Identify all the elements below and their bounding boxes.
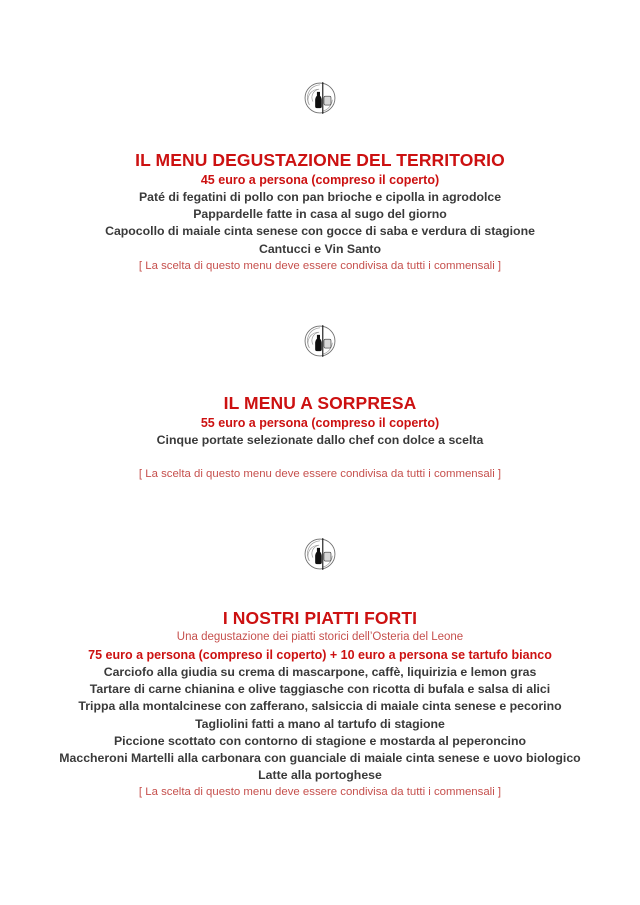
logo-container-2 bbox=[0, 275, 640, 363]
dish-item: Cinque portate selezionate dallo chef con dolce a scelta bbox=[156, 432, 484, 447]
section-title: I NOSTRI PIATTI FORTI bbox=[222, 608, 418, 629]
dish-item: Pappardelle fatte in casa al sugo del giorno bbox=[193, 207, 447, 222]
dish-item: Latte alla portoghese bbox=[258, 768, 382, 783]
section-note: [ La scelta di questo menu deve essere condivisa da tutti i commensali ] bbox=[138, 786, 502, 799]
osteria-del-leone-logo-icon bbox=[298, 532, 342, 576]
section-price: 75 euro a persona (compreso il coperto) + 10 euro a persona se tartufo bianco bbox=[88, 648, 552, 663]
spacer bbox=[0, 449, 640, 466]
logo-container-3 bbox=[0, 483, 640, 576]
dish-item: Maccheroni Martelli alla carbonara con guanciale di maiale cinta senese e uovo biologico bbox=[59, 751, 581, 766]
dish-item: Paté di fegatini di pollo con pan brioche e cipolla in agrodolce bbox=[138, 190, 502, 204]
dish-item: Trippa alla montalcinese con zafferano, salsiccia di maiale cinta senese e pecorino bbox=[78, 699, 562, 714]
dish-item: Tagliolini fatti a mano al tartufo di stagione bbox=[195, 716, 445, 731]
section-price: 45 euro a persona (compreso il coperto) bbox=[200, 173, 440, 187]
dish-item: Piccione scottato con contorno di stagione e mostarda al peperoncino bbox=[113, 733, 526, 748]
osteria-del-leone-logo-icon bbox=[298, 76, 342, 120]
menu-section-a-sorpresa bbox=[0, 392, 640, 483]
logo-container-1 bbox=[0, 0, 640, 120]
section-title: IL MENU DEGUSTAZIONE DEL TERRITORIO bbox=[135, 150, 505, 170]
menu-section-nostri-piatti-forti bbox=[0, 607, 640, 801]
section-title: IL MENU A SORPRESA bbox=[223, 392, 417, 413]
dish-item: Tartare di carne chianina e olive taggiasche con ricotta di bufala e salsa di alici bbox=[89, 682, 551, 697]
dish-item: Carciofo alla giudia su crema di mascarpone, caffè, liquirizia e lemon gras bbox=[103, 665, 537, 680]
section-subtitle: Una degustazione dei piatti storici dell’Osteria del Leone bbox=[176, 631, 464, 644]
dish-item: Capocollo di maiale cinta senese con gocce di saba e verdura di stagione bbox=[105, 224, 535, 239]
menu-section-degustazione-del-territorio bbox=[0, 149, 640, 275]
dish-item: Cantucci e Vin Santo bbox=[258, 241, 382, 256]
section-note: [ La scelta di questo menu deve essere condivisa da tutti i commensali ] bbox=[138, 468, 502, 481]
section-note: [ La scelta di questo menu deve essere condivisa da tutti i commensali ] bbox=[138, 259, 502, 272]
osteria-del-leone-logo-icon bbox=[298, 319, 342, 363]
section-price: 55 euro a persona (compreso il coperto) bbox=[200, 415, 440, 430]
